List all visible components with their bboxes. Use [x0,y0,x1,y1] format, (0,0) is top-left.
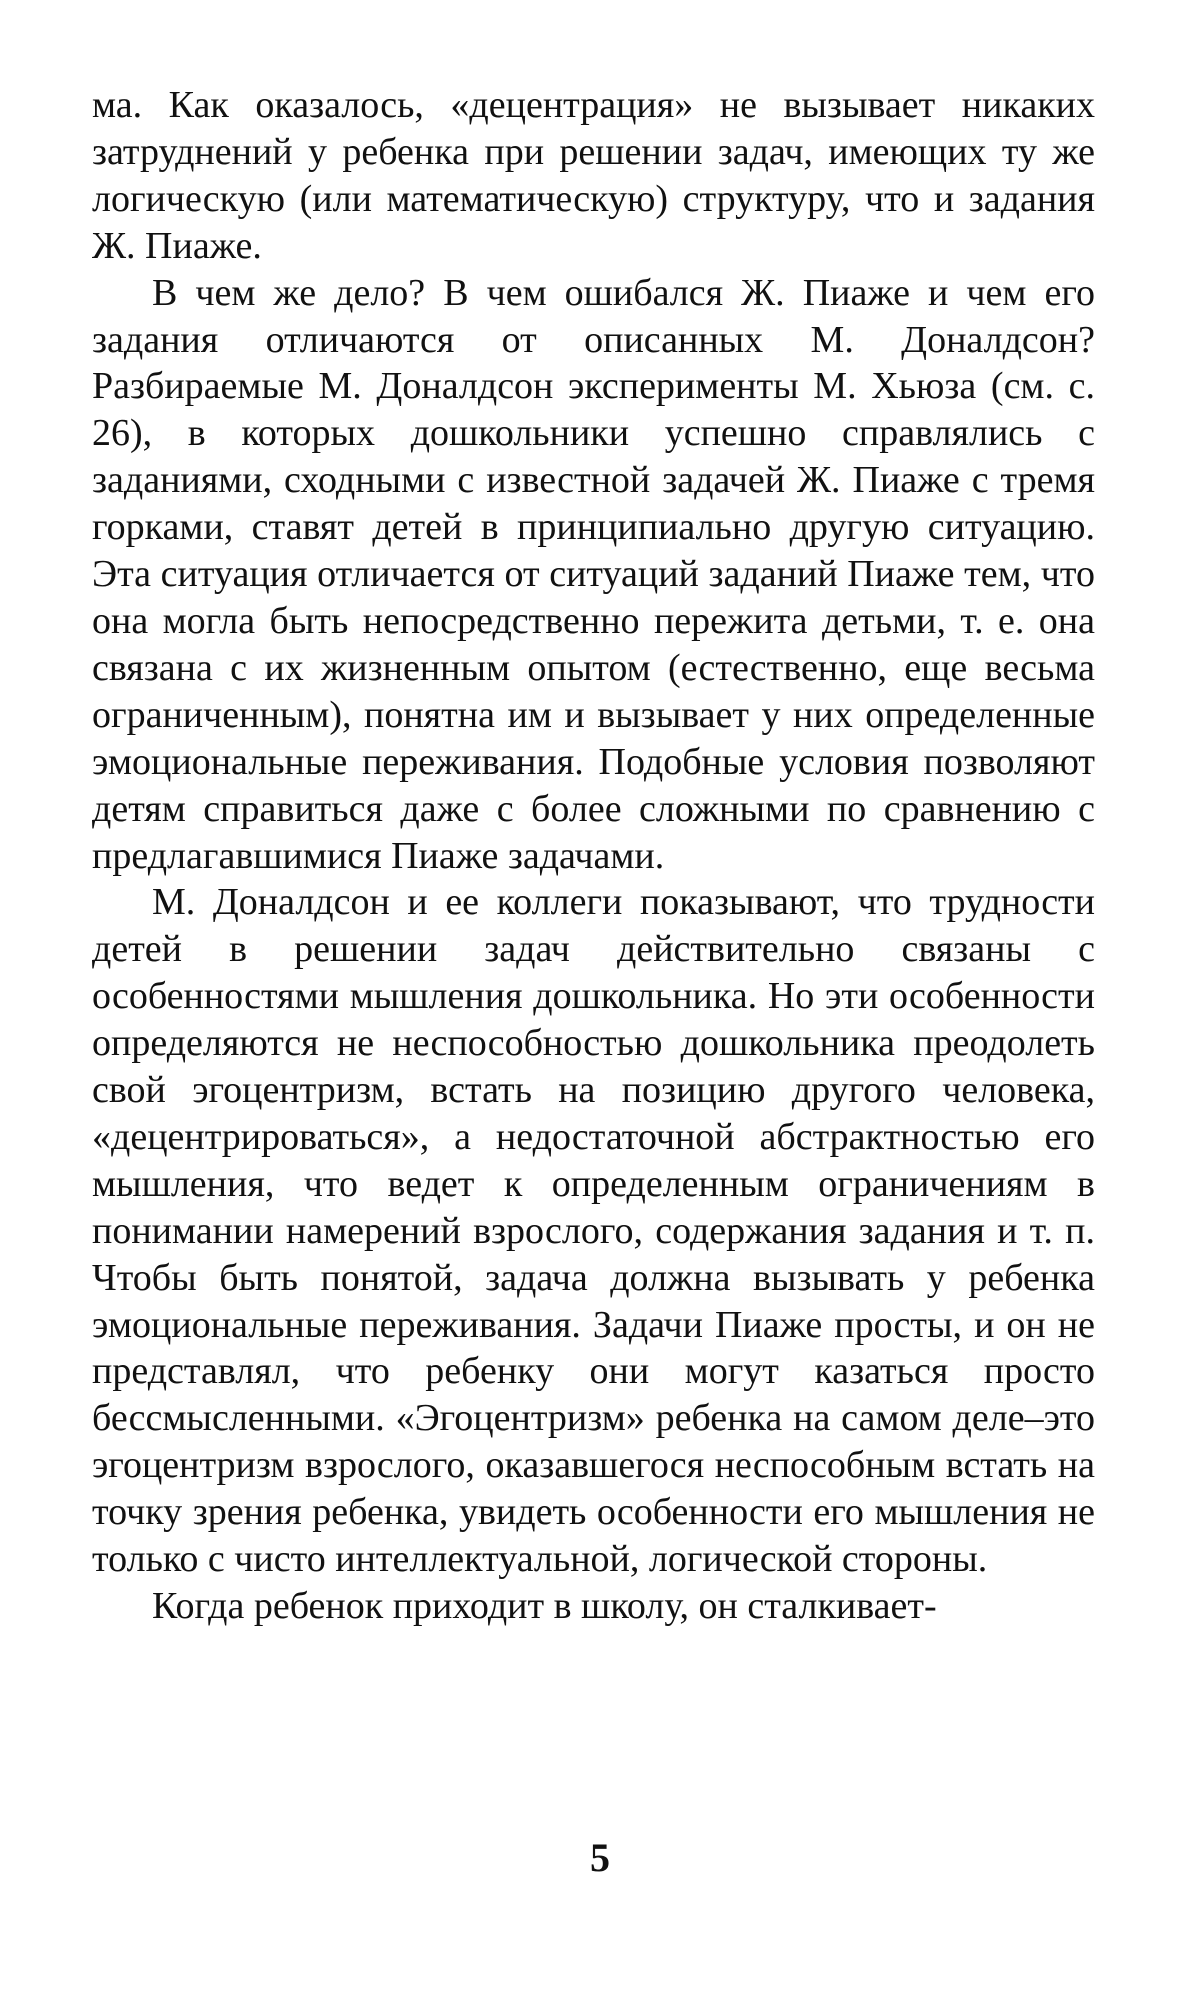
paragraph-1: ма. Как оказалось, «децентрация» не вызывает никаких затруднений у ребенка при решении задач, имеющих ту же логическую (или математическую) структуру, что и задания Ж. Пиаже. [92,84,1095,267]
page-number: 5 [590,1835,610,1880]
paragraph-2: В чем же дело? В чем ошибался Ж. Пиаже и чем его задания отличаются от описанных М. Доналдсон? Разбираемые М. Доналдсон эксперименты М. Хьюза (см. с. 26), в которых дошкольники успешно справлялись с заданиями, сходными с известной задачей Ж. Пиаже с тремя горками, ставят детей в принципиально другую ситуацию. Эта ситуация отличается от ситуаций заданий Пиаже тем, что она могла быть непосредственно пережита детьми, т. е. она связана с их жизненным опытом (естественно, еще весьма ограниченным), понятна им и вызывает у них определенные эмоциональные переживания. Подобные условия позволяют детям справиться даже с более сложными по сравнению с предлагавшимися Пиаже задачами. [92,271,1095,877]
paragraph-4: Когда ребенок приходит в школу, он сталкивает- [152,1585,937,1627]
page-body [92,82,1095,1630]
paragraph-3: М. Доналдсон и ее коллеги показывают, что трудности детей в решении задач действительно связаны с особенностями мышления дошкольника. Но эти особенности определяются не неспособностью дошкольника преодолеть свой эгоцентризм, встать на позицию другого человека, «децентрироваться», а недостаточной абстрактностью его мышления, что ведет к определенным ограничениям в понимании намерений взрослого, содержания задания и т. п. Чтобы быть понятой, задача должна вызывать у ребенка эмоциональные переживания. Задачи Пиаже просты, и он не представлял, что ребенку они могут казаться просто бессмысленными. «Эгоцентризм» ребенка на самом деле–это эгоцентризм взрослого, оказавшегося неспособным встать на точку зрения ребенка, увидеть особенности его мышления не только с чисто интеллектуальной, логической стороны. [92,881,1095,1581]
